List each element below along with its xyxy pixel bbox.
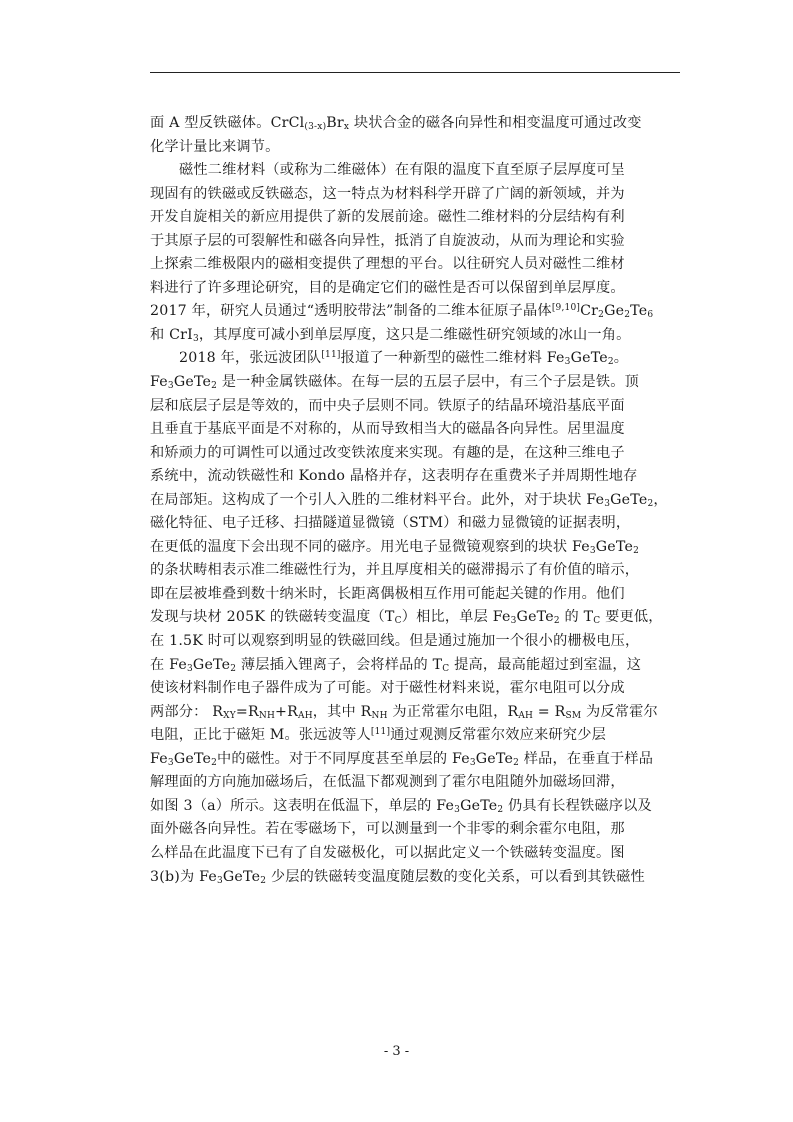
text-run: 两部分： R: [150, 703, 224, 720]
text-run: 3(b)为 Fe: [150, 868, 217, 885]
text-run: GeTe: [610, 491, 648, 508]
text-line: [150, 136, 684, 160]
text-run: = R: [533, 703, 566, 720]
text-run: Fe: [150, 750, 168, 767]
subscript: NH: [371, 710, 388, 721]
text-run: 化学计量比来调节。: [150, 138, 280, 155]
text-run: Fe: [150, 374, 168, 391]
text-run: 层和底层子层是等效的，而中央子层则不同。铁原子的结晶环境沿基底平面: [150, 397, 625, 414]
page-number: - 3 -: [383, 1044, 410, 1059]
text-run: +R: [275, 703, 298, 720]
text-run: GeTe: [460, 797, 498, 814]
text-run: 发现与块材 205K 的铁磁转变温度（T: [150, 609, 395, 626]
text-run: 如图 3（a）所示。这表明在低温下，单层的 Fe: [150, 797, 455, 814]
subscript: 3: [216, 875, 223, 886]
text-run: 在 Fe: [150, 656, 187, 673]
subscript: 2: [513, 757, 519, 768]
text-run: 提高，最高能超过到室温，这: [449, 656, 642, 673]
text-run: ，其厚度可减小到单层厚度，这只是二维磁性研究领域的冰山一角。: [198, 326, 631, 343]
text-run: 在 1.5K 时可以观察到明显的铁磁回线。但是通过施加一个很小的栅极电压，: [150, 633, 640, 650]
text-run: 少层的铁磁转变温度随层数的变化关系，可以看到其铁磁性: [266, 868, 645, 885]
text-run: 在局部矩。这构成了一个引人入胜的二维材料平台。此外，对于块状 Fe: [150, 491, 605, 508]
subscript: 3: [186, 663, 193, 674]
text-run: 磁化特征、电子迁移、扫描隧道显微镜（STM）和磁力显微镜的证据表明，: [150, 515, 631, 532]
text-line: [150, 159, 684, 183]
subscript: AH: [298, 710, 313, 721]
text-run: 。: [613, 350, 629, 367]
text-line: [150, 418, 684, 442]
text-line: [150, 630, 684, 654]
text-run: GeTe: [173, 750, 212, 767]
text-line: [150, 230, 684, 254]
text-line: [150, 277, 684, 301]
document-body: [150, 112, 684, 889]
text-run: ，其中 R: [312, 703, 372, 720]
text-line: [150, 324, 684, 348]
subscript: 2: [624, 310, 631, 321]
text-line: [150, 371, 684, 395]
text-run: =R: [235, 703, 259, 720]
text-line: [150, 724, 684, 748]
text-line: [150, 866, 684, 890]
text-line: [150, 606, 684, 630]
text-line: [150, 771, 684, 795]
citation-superscript: [11]: [370, 727, 391, 738]
subscript: 6: [647, 310, 654, 321]
subscript: (3-x): [304, 122, 327, 132]
text-run: 块状合金的磁各向异性和相变温度可通过改变: [349, 115, 642, 131]
text-run: 的 T: [559, 609, 594, 626]
text-run: 电阻，正比于磁矩 M。张远波等人: [150, 727, 371, 744]
text-line: [150, 842, 684, 866]
text-run: GeTe: [222, 868, 261, 885]
text-run: 使该材料制作电子器件成为了可能。对于磁性材料来说，霍尔电阻可以分成: [150, 680, 625, 697]
subscript: C: [394, 616, 402, 627]
subscript: 2: [211, 757, 218, 768]
subscript: 2: [607, 357, 614, 368]
text-run: 开发自旋相关的新应用提供了新的发展前途。磁性二维材料的分层结构有利: [150, 209, 625, 226]
text-line: [150, 253, 684, 277]
text-run: 是一种金属铁磁体。在每一层的五层子层中，有三个子层是铁。顶: [217, 374, 639, 391]
text-line: [150, 347, 684, 371]
text-run: 面 A 型反铁磁体。CrCl: [150, 115, 305, 131]
text-line: [150, 512, 684, 536]
text-run: 磁性二维材料（或称为二维磁体）在有限的温度下直至原子层厚度可呈: [179, 162, 626, 179]
text-run: 即在层被堆叠到数十纳米时，长距离偶极相互作用可能起关键的作用。他们: [150, 585, 625, 602]
paragraph: [150, 159, 684, 347]
text-run: 中的磁性。对于不同厚度甚至单层的 Fe: [217, 750, 470, 767]
text-run: Te: [630, 303, 648, 320]
subscript: 2: [211, 381, 218, 392]
text-run: 报道了一种新型的磁性二维材料 Fe: [340, 350, 565, 367]
text-run: ）相比，单层 Fe: [401, 609, 511, 626]
text-run: 么样品在此温度下已有了自发磁极化，可以据此定义一个铁磁转变温度。图: [150, 844, 625, 861]
subscript: SM: [565, 710, 582, 721]
header-rule: [150, 72, 680, 73]
subscript: 2: [598, 310, 605, 321]
text-line: [150, 701, 684, 725]
text-line: [150, 583, 684, 607]
text-line: [150, 677, 684, 701]
text-run: GeTe: [595, 538, 634, 555]
subscript: 3: [454, 804, 461, 815]
subscript: x: [343, 122, 350, 132]
subscript: XY: [223, 710, 236, 721]
subscript: C: [593, 616, 601, 627]
subscript: 3: [510, 616, 517, 627]
subscript: 3: [192, 333, 199, 344]
text-run: GeTe: [570, 350, 608, 367]
text-run: 上探索二维极限内的磁相变提供了理想的平台。以往研究人员对磁性二维材: [150, 256, 625, 273]
text-run: 的条状畴相表示准二维磁性行为，并且厚度相关的磁滞揭示了有价值的暗示，: [150, 562, 640, 579]
text-run: Ge: [604, 303, 625, 320]
text-line: [150, 206, 684, 230]
text-run: 仍具有长程铁磁序以及: [503, 797, 652, 814]
text-run: 于其原子层的可裂解性和磁各向异性，抵消了自旋波动，从而为理论和实验: [150, 232, 625, 249]
text-run: GeTe: [516, 609, 554, 626]
text-line: [150, 654, 684, 678]
subscript: 3: [604, 498, 611, 509]
text-line: [150, 183, 684, 207]
text-run: 2018 年，张远波团队: [179, 350, 322, 367]
paragraph: [150, 347, 684, 889]
subscript: 2: [230, 663, 237, 674]
text-run: 在更低的温度下会出现不同的磁序。用光电子显微镜观察到的块状 Fe: [150, 538, 590, 555]
subscript: C: [442, 663, 450, 674]
text-line: [150, 748, 684, 772]
text-run: 通过观测反常霍尔效应来研究少层: [390, 727, 606, 744]
paragraph: [150, 112, 684, 159]
subscript: 2: [497, 804, 504, 815]
text-run: 解理面的方向施加磁场后，在低温下都观测到了霍尔电阻随外加磁场回滞，: [150, 774, 625, 791]
text-run: GeTe: [475, 750, 514, 767]
subscript: 2: [633, 545, 639, 556]
citation-superscript: [9,10]: [551, 303, 581, 314]
text-run: GeTe: [173, 374, 212, 391]
text-line: [150, 536, 684, 560]
citation-superscript: [11]: [321, 350, 341, 361]
text-line: [150, 112, 684, 136]
text-run: 和矫顽力的可调性可以通过改变铁浓度来实现。有趣的是，在这种三维电子: [150, 444, 625, 461]
subscript: AH: [518, 710, 534, 721]
text-run: 料进行了许多理论研究，目的是确定它们的磁性是否可以保留到单层厚度。: [150, 279, 625, 296]
text-run: GeTe: [192, 656, 231, 673]
subscript: 3: [589, 545, 596, 556]
text-run: 要更低，: [600, 609, 663, 626]
subscript: 3: [564, 357, 571, 368]
text-run: 且垂直于基底平面是不对称的，从而导致相当大的磁晶各向异性。居里温度: [150, 421, 625, 438]
text-line: [150, 300, 684, 324]
subscript: 2: [647, 498, 654, 509]
text-run: Br: [326, 115, 344, 131]
text-run: 2017 年，研究人员通过“透明胶带法”制备的二维本征原子晶体: [150, 303, 552, 320]
text-line: [150, 559, 684, 583]
subscript: 3: [469, 757, 476, 768]
text-line: [150, 489, 684, 513]
text-run: 为正常霍尔电阻，R: [387, 703, 519, 720]
text-run: 和 CrI: [150, 326, 193, 343]
text-run: Cr: [580, 303, 599, 320]
text-run: 样品，在垂直于样品: [519, 750, 654, 767]
text-run: 为反常霍尔: [581, 703, 658, 720]
text-line: [150, 465, 684, 489]
text-run: ，: [653, 491, 668, 508]
text-run: 系统中，流动铁磁性和 Kondo 晶格并存，这表明存在重费米子并周期性地存: [150, 468, 638, 485]
text-line: [150, 818, 684, 842]
text-run: 面外磁各向异性。若在零磁场下，可以测量到一个非零的剩余霍尔电阻，那: [150, 821, 625, 838]
subscript: 3: [167, 757, 174, 768]
text-run: 现固有的铁磁或反铁磁态，这一特点为材料科学开辟了广阔的新领域，并为: [150, 185, 625, 202]
text-line: [150, 442, 684, 466]
subscript: 2: [553, 616, 560, 627]
subscript: NH: [258, 710, 276, 721]
text-line: [150, 395, 684, 419]
text-line: [150, 795, 684, 819]
subscript: 3: [167, 381, 174, 392]
subscript: 2: [260, 875, 267, 886]
text-run: 薄层插入锂离子，会将样品的 T: [236, 656, 443, 673]
